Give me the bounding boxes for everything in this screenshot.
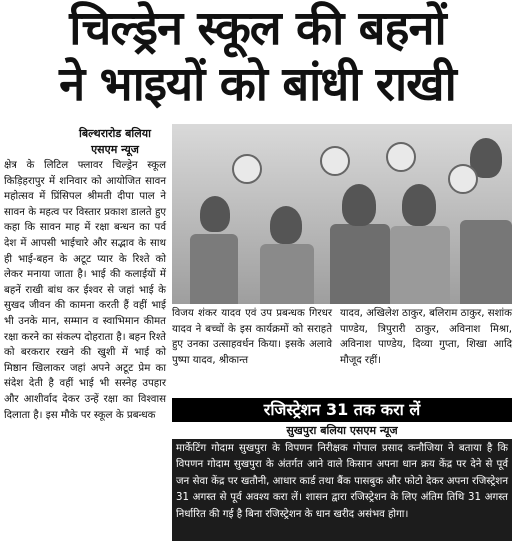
article-text-left: क्षेत्र के लिटिल फ्लावर चिल्ड्रेन स्कूल किड़िहरापुर में शनिवार को आयोजित सावन महोत्सव में प्रिंसिपल श्रीमती दीपा पाल ने सावन के महत्व पर विस्तार प्रकाश डालते हुए कहा कि सावन माह में रक्षा बन्धन का पर्व देश में आपसी भाईचारे और सद्भाव के साथ ही भाई-बहन के अटूट प्यार के रिश्ते को लेकर मनाया जाता है। भाई की कलाईयों में बहनें राखी बांध कर ईश्वर से जहां भाई के सुखद जीवन की कामना करती हैं वहीं भाई भी उनके मान, सम्मान व स्वाभिमान कीमत रक्षा करने का संकल्प दोहराता है। बहन रिश्ते को बरकरार रखने की खुशी में भाई को मिष्ठान खिलाकर जहां अपने अटूट प्रेम का संदेश देती है वहीं भाई भी सस्नेह उपहार और आशीर्वाद देकर उन्हें रक्षा का विश्वास दिलाता है। इस मौके पर स्कूल के प्रबन्धक xyxy=(4,160,166,421)
photo-figure xyxy=(342,184,376,226)
photo-figure xyxy=(402,184,436,226)
registration-headline: रजिस्ट्रेशन 31 तक करा लें xyxy=(172,398,512,422)
article-column-middle xyxy=(172,306,332,368)
rakhi-card xyxy=(448,164,478,194)
rakhi-card xyxy=(386,142,416,172)
article-text-middle: विजय शंकर यादव एवं उप प्रबन्धक गिरधर यादव ने बच्चों के इस कार्यक्रमों को सराहते हुए उनका उत्साहवर्धन किया। इसके अलावे पुष्पा यादव, श्रीकान्त xyxy=(172,308,332,366)
rakhi-card xyxy=(320,146,350,176)
photo-figure xyxy=(460,220,512,304)
registration-article xyxy=(172,439,512,541)
photo-figure xyxy=(390,226,450,304)
children-rakhi-photo xyxy=(172,124,512,304)
photo-figure xyxy=(330,224,390,304)
photo-figure xyxy=(200,196,230,232)
article-text-right: यादव, अखिलेश ठाकुर, बलिराम ठाकुर, सशांक पाण्डेय, त्रिपुरारी ठाकुर, अविनाश मिश्रा, अविनाश पाण्डेय, दिव्या गुप्ता, शिखा आदि मौजूद रहीं। xyxy=(340,308,512,366)
byline xyxy=(60,126,170,158)
headline-line-2: ने भाइयों को बांधी राखी xyxy=(59,57,456,112)
registration-byline: सुखपुरा बलिया एसएम न्यूज xyxy=(286,424,398,437)
headline-line-1: चिल्ड्रेन स्कूल की बहनों xyxy=(69,1,446,56)
byline-agency: एसएम न्यूज xyxy=(91,143,139,156)
headline xyxy=(0,0,515,118)
photo-figure xyxy=(260,244,314,304)
photo-figure xyxy=(190,234,238,304)
rakhi-card xyxy=(232,154,262,184)
registration-text: मार्केटिंग गोदाम सुखपुरा के विपणन निरीक्षक गोपाल प्रसाद कनौजिया ने बताया है कि विपणन गोदाम सुखपुरा के अंतर्गत आने वाले किसान अपना धान क्रय केंद्र पर देने से पूर्व जन सेवा केंद्र पर खतौनी, आधार कार्ड तथा बैंक पासबुक और फोटो देकर अपना रजिस्ट्रेशन 31 अगस्त से पूर्व अवश्य करा लें। शासन द्वारा रजिस्ट्रेशन के लिए अंतिम तिथि 31 अगस्त निर्धारित की गई है बिना रजिस्ट्रेशन के धान खरीद असंभव होगा। xyxy=(176,443,508,520)
article-column-left xyxy=(4,158,166,423)
byline-place: बिल्थरारोड बलिया xyxy=(79,127,151,140)
photo-figure xyxy=(270,206,302,244)
article-column-right xyxy=(340,306,512,368)
